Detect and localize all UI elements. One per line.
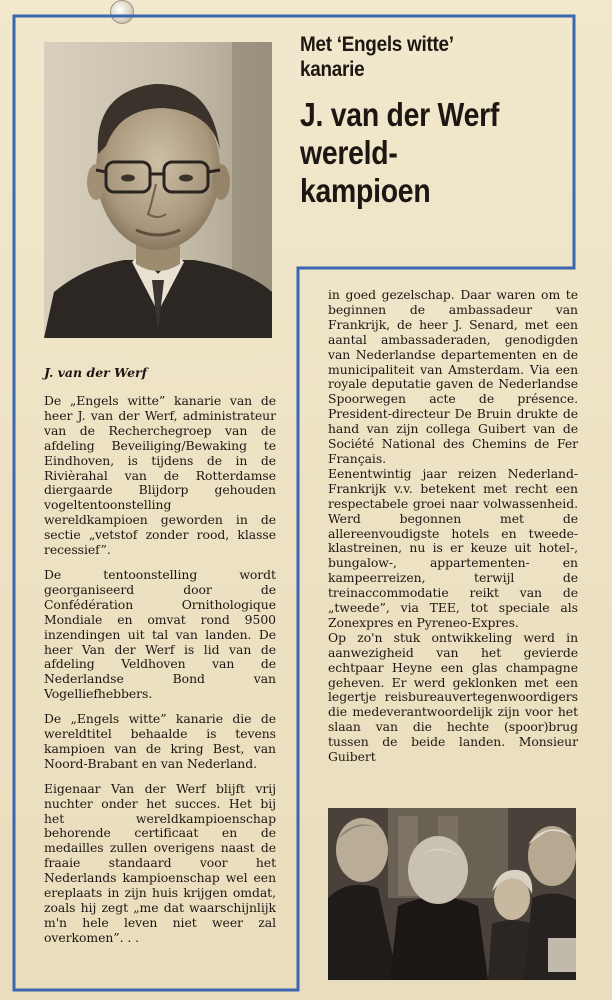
paragraph: Eenentwintig jaar reizen Nederland-Frankrijk v.v. betekent met recht een respectabele groei naar volwassenheid. Werd begonnen met de allereenvoudigste hotels en tweede-klastreinen, nu is er keuze uit hotel-, bungalow-, appartementen- en kampeerreizen, terwijl de treinaccommodatie reikt van de „tweede”, via TEE, tot speciale als Zonexpres en Pyreneo-Expres.	[328, 465, 578, 630]
pin-mark	[110, 0, 134, 24]
photo-caption: J. van der Werf	[44, 365, 148, 380]
article-headline	[300, 32, 562, 210]
kicker-line-1: Met ‘Engels witte’	[300, 33, 454, 56]
paragraph: De „Engels witte” kanarie van de heer J. van der Werf, administrateur van de Recherchegroep van de afdeling Beveiliging/Bewaking te Eindhoven, is tijdens de in de Rivièrahal van de Rotterdamse diergaarde Blijdorp gehouden vogeltentoonstelling wereldkampioen geworden in de sectie „vetstof zonder rood, klasse recessief”.	[44, 393, 276, 558]
kicker-line-2: kanarie	[300, 58, 365, 81]
headline-kicker	[300, 32, 536, 82]
paragraph: Op zo'n stuk ontwikkeling werd in aanwezigheid van het gevierde echtpaar Heyne een glas champagne geheven. Er werd geklonken met een legertje reisbureauvertegenwoordigers die medeverantwoordelijk zijn voor het slaan van die hechte (spoor)brug tussen de beide landen. Monsieur Guibert	[328, 629, 578, 765]
paragraph: Eigenaar Van der Werf blijft vrij nuchter onder het succes. Het bij het wereldkampioenschap behorende certificaat en de medailles zullen overigens naast de fraaie standaard voor het Nederlands kampioenschap wel een ereplaats in zijn huis krijgen omdat, zoals hij zegt „me dat waarschijnlijk m'n hele leven niet weer zal overkomen”. . .	[44, 780, 276, 945]
title-line-2: wereld-	[300, 134, 398, 171]
title-line-3: kampioen	[300, 172, 431, 209]
left-column	[44, 394, 276, 956]
paragraph: De „Engels witte” kanarie die de wereldtitel behaalde is tevens kampioen van de kring Best, van Noord-Brabant en van Nederland.	[44, 711, 276, 771]
paragraph: in goed gezelschap. Daar waren om te beginnen de ambassadeur van Frankrijk, de heer J. Senard, met een aantal ambassaderaden, genodigden van Nederlandse departementen en de municipaliteit van Amsterdam. Via een royale deputatie gaven de Nederlandse Spoorwegen acte de présence. President-directeur De Bruin drukte de hand van zijn collega Guibert van de Société National des Chemins de Fer Français.	[328, 287, 578, 466]
paragraph: De tentoonstelling wordt georganiseerd door de Confédération Ornithologique Mondiale en omvat rond 9500 inzendingen uit tal van landen. De heer Van der Werf is lid van de afdeling Veldhoven van de Nederlandse Bond van Vogelliefhebbers.	[44, 566, 276, 702]
right-column	[328, 288, 578, 765]
portrait-photo	[44, 42, 272, 338]
title-line-1: J. van der Werf	[300, 96, 500, 133]
headline-title	[300, 96, 525, 210]
group-photo	[328, 808, 576, 980]
